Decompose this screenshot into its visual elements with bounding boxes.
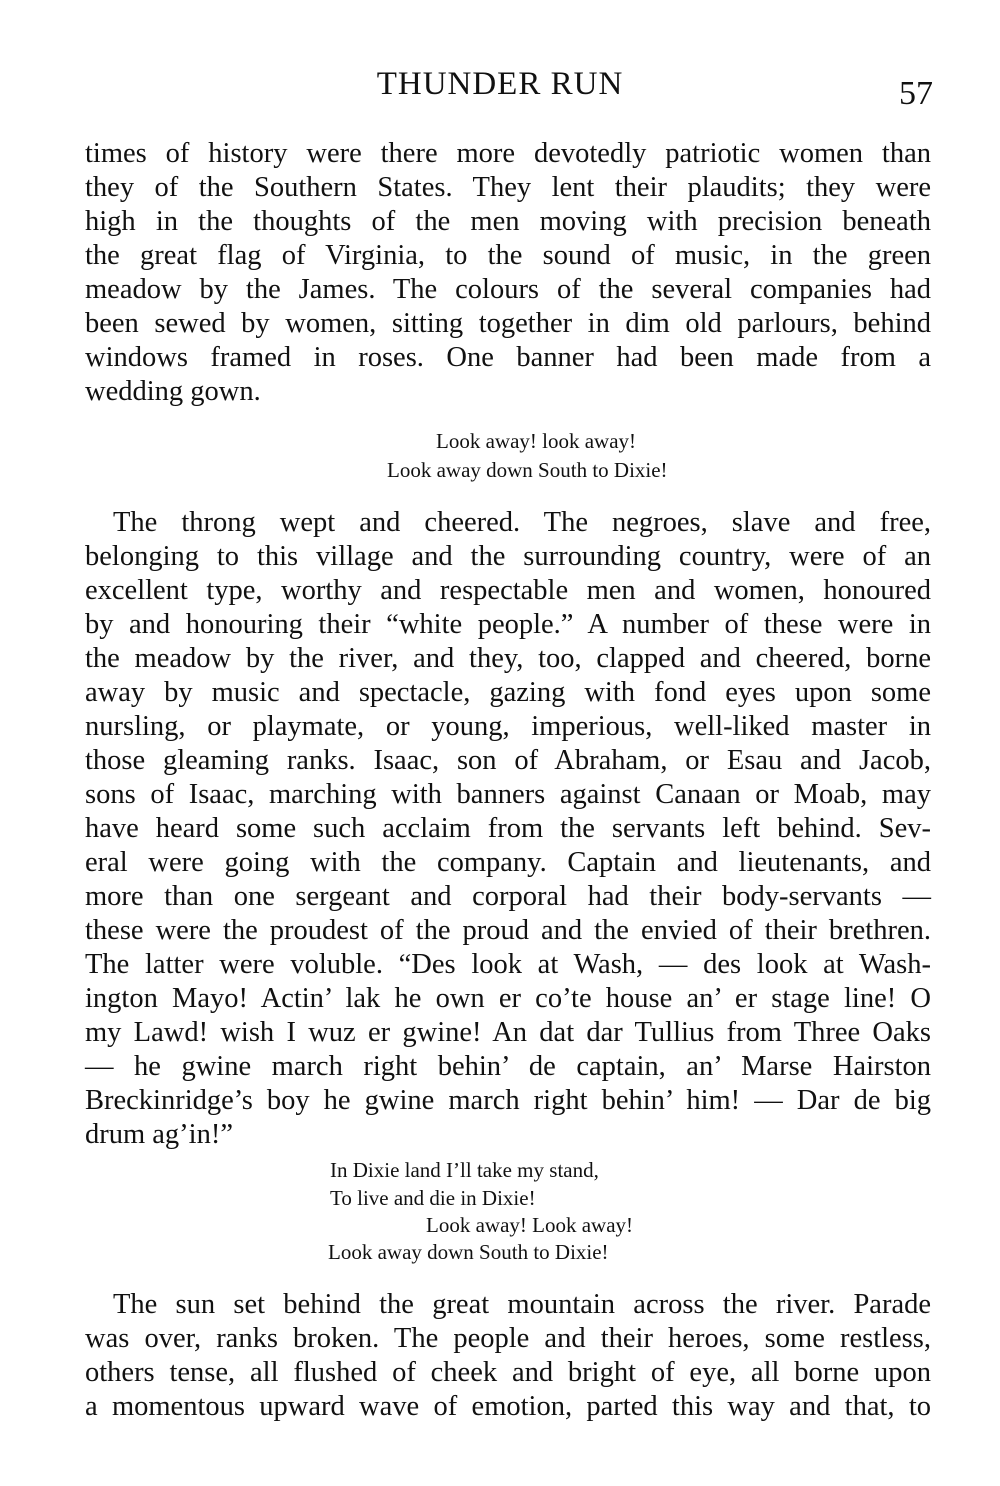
text-line: a momentous upward wave of emotion, parted this way and that, to	[85, 1391, 931, 1422]
text-line: the great flag of Virginia, to the sound of music, in the green	[85, 240, 931, 271]
text-line: high in the thoughts of the men moving with precision beneath	[85, 206, 931, 237]
text-line: belonging to this village and the surrounding country, were of an	[85, 541, 931, 572]
text-line: wedding gown.	[85, 376, 261, 407]
text-line: times of history were there more devotedly patriotic women than	[85, 138, 931, 169]
paragraph-2	[85, 506, 931, 1152]
text-line: — he gwine march right behin’ de captain, an’ Marse Hairston	[85, 1051, 931, 1082]
text-line: have heard some such acclaim from the servants left behind. Sev-	[85, 813, 931, 844]
text-line: away by music and spectacle, gazing with fond eyes upon some	[85, 677, 931, 708]
text-line: those gleaming ranks. Isaac, son of Abraham, or Esau and Jacob,	[85, 745, 931, 776]
verse-line: Look away! look away!	[436, 429, 637, 453]
text-line: sons of Isaac, marching with banners against Canaan or Moab, may	[85, 779, 931, 810]
text-line: ington Mayo! Actin’ lak he own er co’te house an’ er stage line! O	[85, 983, 931, 1014]
verse-line: Look away! Look away!	[426, 1213, 634, 1237]
text-line: was over, ranks broken. The people and their heroes, some restless,	[85, 1323, 931, 1354]
text-line: eral were going with the company. Captain and lieutenants, and	[85, 847, 931, 878]
text-line: The latter were voluble. “Des look at Wash, — des look at Wash-	[85, 949, 931, 980]
text-line: these were the proudest of the proud and the envied of their brethren.	[85, 915, 931, 946]
page-number: 57	[899, 75, 933, 112]
text-line: windows framed in roses. One banner had been made from a	[85, 342, 931, 373]
text-line: The sun set behind the great mountain across the river. Parade	[113, 1289, 931, 1320]
text-line: by and honouring their “white people.” A number of these were in	[85, 609, 931, 640]
verse-line: In Dixie land I’ll take my stand,	[330, 1158, 599, 1182]
verse-line: To live and die in Dixie!	[330, 1186, 536, 1210]
running-title: THUNDER RUN	[376, 66, 624, 102]
paragraph-3	[85, 1288, 931, 1424]
text-line: the meadow by the river, and they, too, clapped and cheered, borne	[85, 643, 931, 674]
text-line: nursling, or playmate, or young, imperious, well-liked master in	[85, 711, 931, 742]
text-line: The throng wept and cheered. The negroes, slave and free,	[113, 507, 931, 538]
text-line: more than one sergeant and corporal had their body-servants —	[85, 881, 931, 912]
text-line: excellent type, worthy and respectable men and women, honoured	[85, 575, 931, 606]
verse-line: Look away down South to Dixie!	[328, 1240, 609, 1264]
text-line: drum ag’in!”	[85, 1119, 233, 1150]
verse-line: Look away down South to Dixie!	[387, 458, 668, 482]
paragraph-1	[85, 137, 931, 409]
text-line: they of the Southern States. They lent their plaudits; they were	[85, 172, 931, 203]
text-line: meadow by the James. The colours of the several companies had	[85, 274, 931, 305]
text-line: others tense, all flushed of cheek and bright of eye, all borne upon	[85, 1357, 931, 1388]
text-line: been sewed by women, sitting together in dim old parlours, behind	[85, 308, 931, 339]
text-line: Breckinridge’s boy he gwine march right behin’ him! — Dar de big	[85, 1085, 931, 1116]
text-line: my Lawd! wish I wuz er gwine! An dat dar Tullius from Three Oaks	[85, 1017, 931, 1048]
